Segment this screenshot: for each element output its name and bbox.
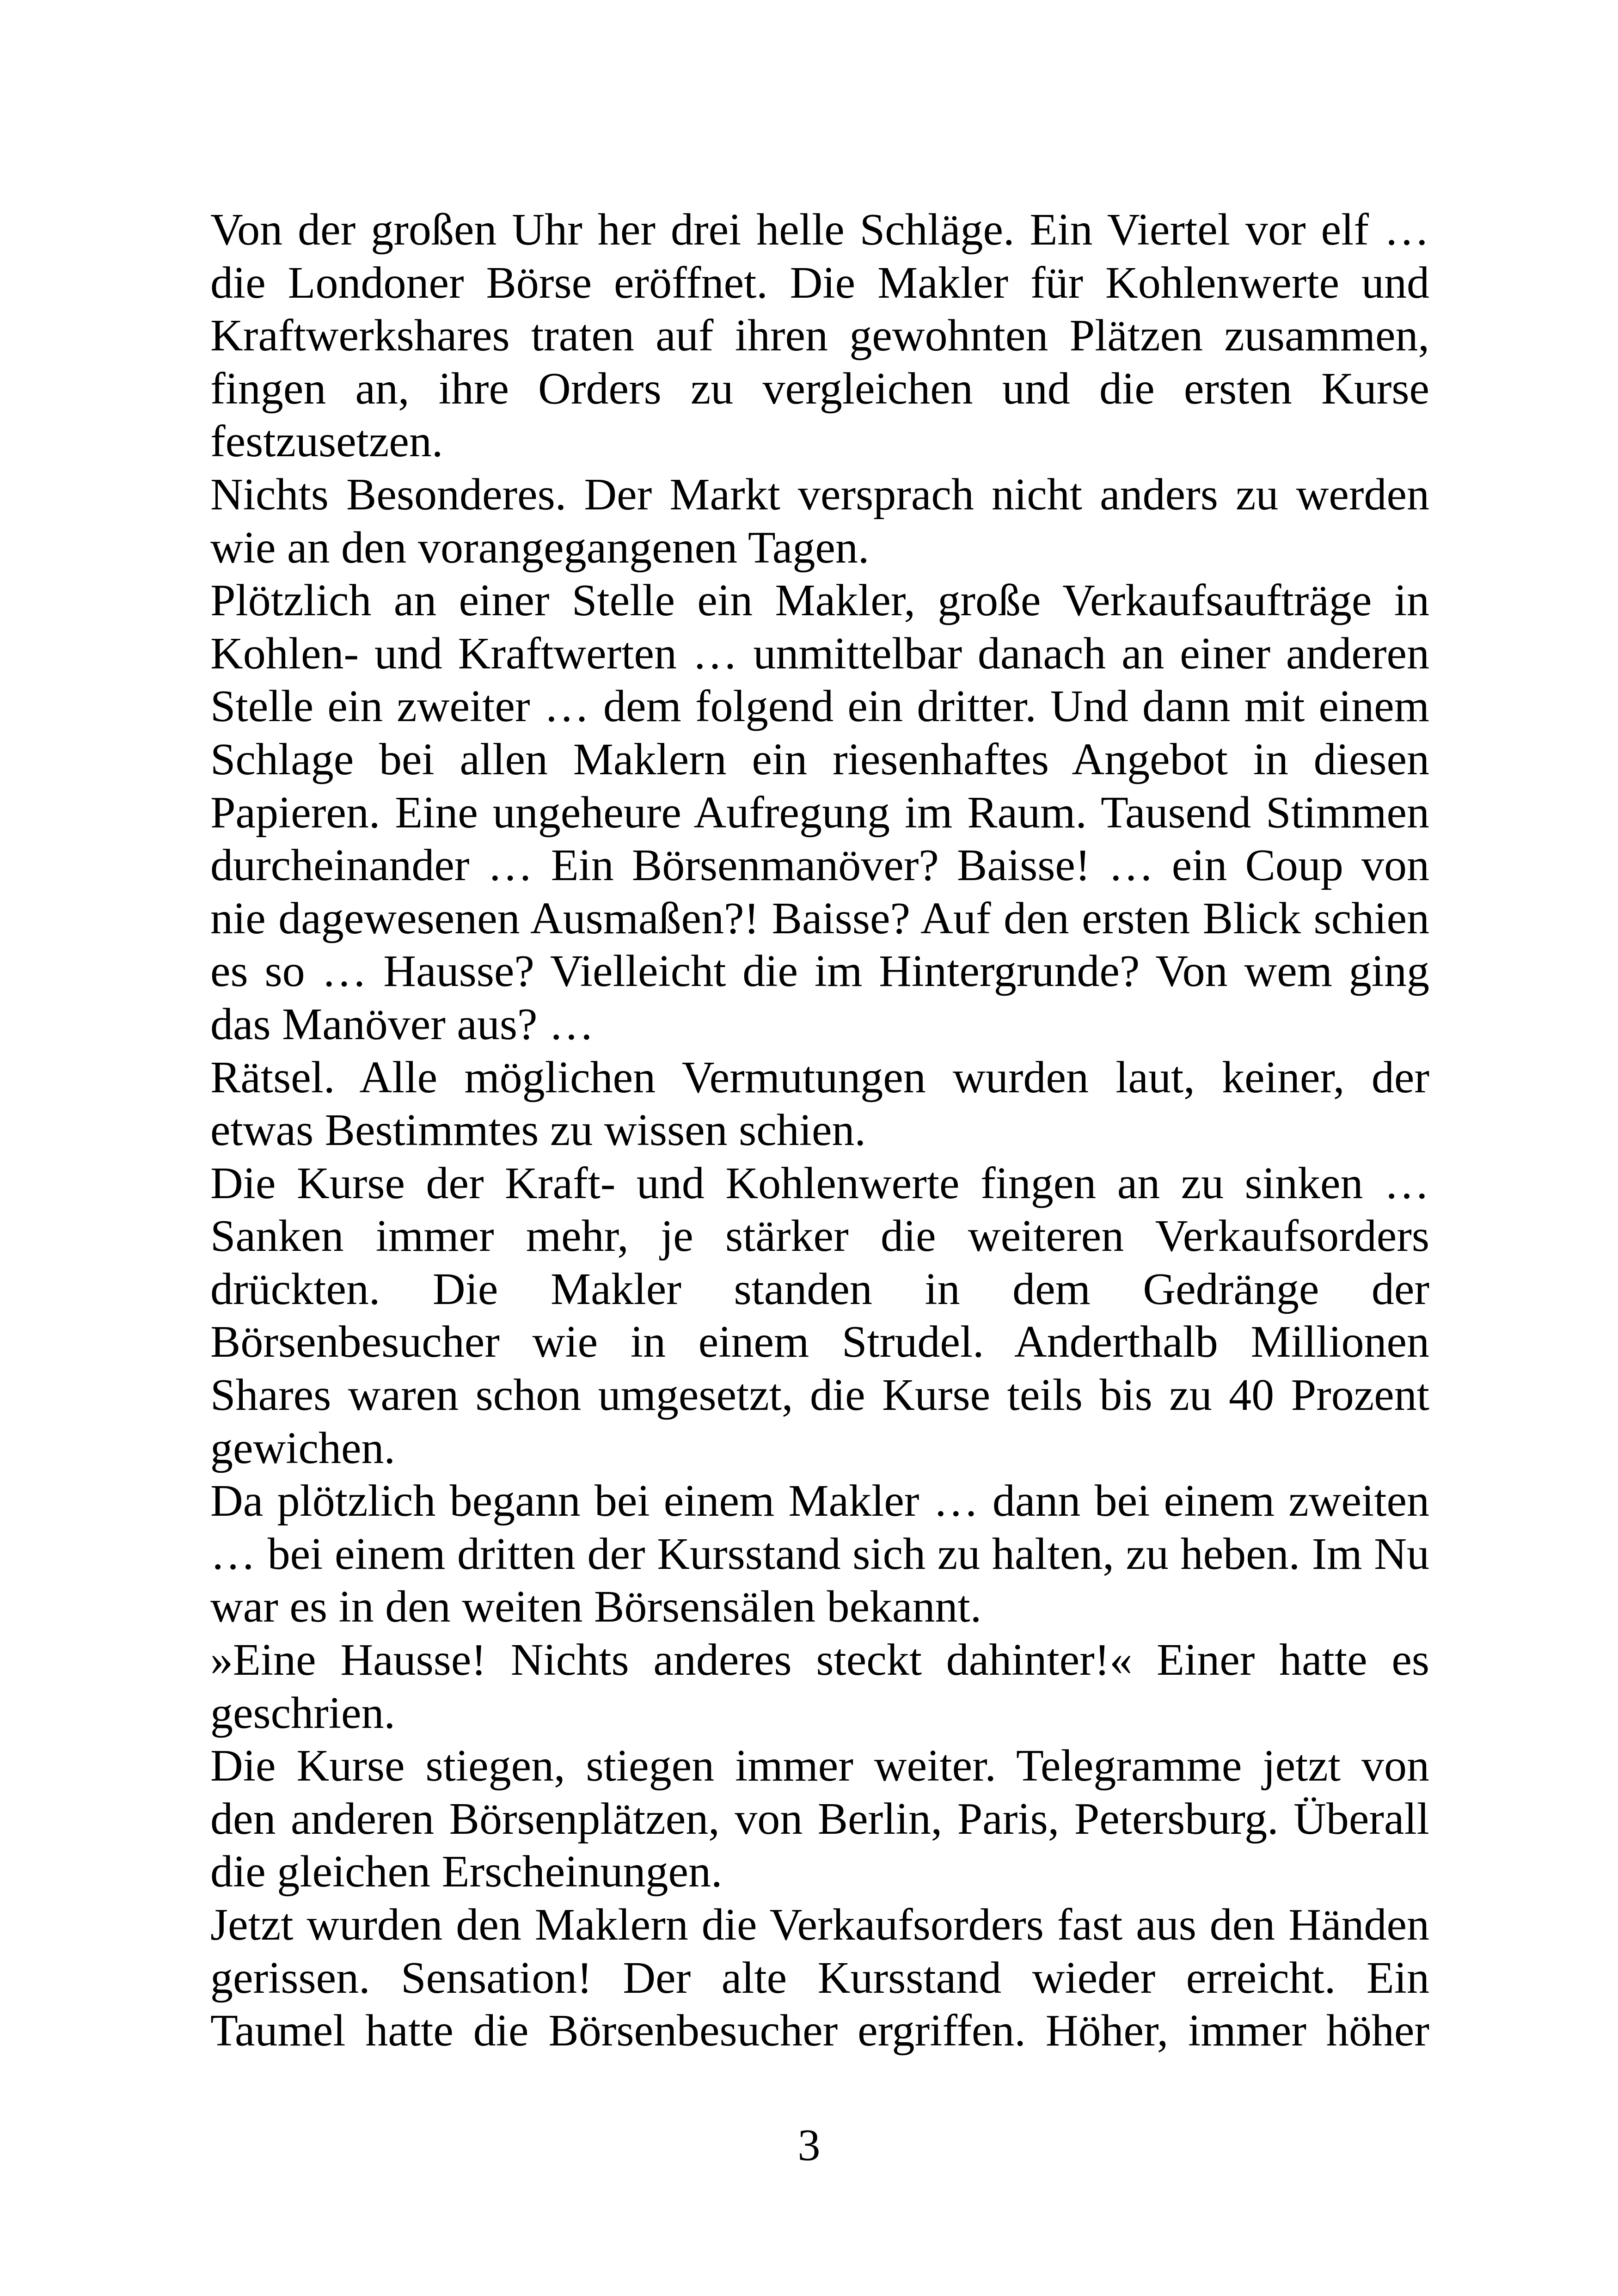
paragraph: Die Kurse stiegen, stiegen immer weiter. Telegramme jetzt von den anderen Börsenplätzen, von Berlin, Paris, Petersburg. Überall die gleichen Erscheinungen. bbox=[210, 1741, 1429, 1897]
paragraph-last: Jetzt wurden den Maklern die Verkaufsorders fast aus den Händen gerissen. Sensation! Der alte Kursstand wieder erreicht. Ein Taumel hatte die Börsenbesucher ergriffen. Höher, immer höher bbox=[210, 1900, 1429, 2056]
paragraph: Rätsel. Alle möglichen Vermutungen wurden laut, keiner, der etwas Bestimmtes zu wissen schien. bbox=[210, 1052, 1429, 1156]
paragraph: Nichts Besonderes. Der Markt versprach nicht anders zu werden wie an den vorangegangenen Tagen. bbox=[210, 469, 1429, 573]
paragraph: Plötzlich an einer Stelle ein Makler, große Verkaufsaufträge in Kohlen- und Kraftwerten … unmittelbar danach an einer anderen Stelle ein zweiter … dem folgend ein dritter. Und dann mit einem Schlage bei allen Maklern ein riesenhaftes Angebot in diesen Papieren. Eine ungeheure Aufregung im Raum. Tausend Stimmen durcheinander … Ein Börsenmanöver? Baisse! … ein Coup von nie dagewesenen Ausmaßen?! Baisse? Auf den ersten Blick schien es so … Hausse? Vielleicht die im Hintergrunde? Von wem ging das Manöver aus? … bbox=[210, 576, 1429, 1049]
paragraph: »Eine Hausse! Nichts anderes steckt dahinter!« Einer hatte es geschrien. bbox=[210, 1635, 1429, 1738]
page-number: 3 bbox=[797, 2120, 821, 2170]
paragraph: Die Kurse der Kraft- und Kohlenwerte fingen an zu sinken … Sanken immer mehr, je stärker die weiteren Verkaufsorders drückten. Die Makler standen in dem Gedränge der Börsenbesucher wie in einem Strudel. Anderthalb Millionen Shares waren schon umgesetzt, die Kurse teils bis zu 40 Prozent gewichen. bbox=[210, 1158, 1429, 1473]
body-text bbox=[210, 203, 1429, 2057]
paragraph: Da plötzlich begann bei einem Makler … dann bei einem zweiten … bei einem dritten der Kursstand sich zu halten, zu heben. Im Nu war es in den weiten Börsensälen bekannt. bbox=[210, 1476, 1429, 1632]
paragraph: Von der großen Uhr her drei helle Schläge. Ein Viertel vor elf … die Londoner Börse eröffnet. Die Makler für Kohlenwerte und Kraftwerkshares traten auf ihren gewohnten Plätzen zusammen, fingen an, ihre Orders zu vergleichen und die ersten Kurse festzusetzen. bbox=[210, 205, 1429, 467]
